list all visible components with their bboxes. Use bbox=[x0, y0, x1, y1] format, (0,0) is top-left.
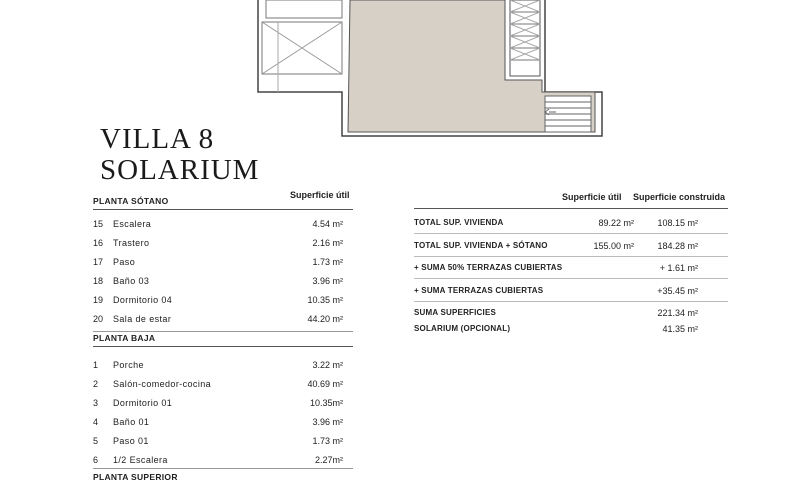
divider bbox=[414, 278, 728, 279]
room-name: Trastero bbox=[113, 238, 150, 248]
table-row bbox=[93, 257, 353, 275]
table-row bbox=[93, 219, 353, 237]
section-title: PLANTA SÓTANO bbox=[93, 196, 353, 210]
void-left bbox=[262, 0, 342, 92]
table-row bbox=[93, 398, 353, 416]
summary-label: + SUMA TERRAZAS CUBIERTAS bbox=[414, 286, 544, 295]
summary-construida: 108.15 m² bbox=[657, 218, 698, 228]
room-number: 19 bbox=[93, 295, 104, 305]
summary-construida: 221.34 m² bbox=[657, 308, 698, 318]
table-row bbox=[93, 360, 353, 378]
room-area: 2.27m² bbox=[314, 455, 343, 465]
title-line-1: VILLA 8 bbox=[100, 123, 215, 155]
room-area: 3.22 m² bbox=[312, 360, 343, 370]
summary-label: SUMA SUPERFICIES bbox=[414, 308, 497, 317]
room-number: 1 bbox=[93, 360, 99, 370]
summary-construida: 184.28 m² bbox=[657, 241, 698, 251]
stair-ladder bbox=[510, 0, 540, 76]
room-name: 1/2 Escalera bbox=[113, 455, 168, 465]
floor-plan-drawing bbox=[0, 0, 800, 140]
room-number: 3 bbox=[93, 398, 99, 408]
room-name: Paso 01 bbox=[113, 436, 149, 446]
header-superficie-util: Superficie útil bbox=[562, 192, 622, 202]
summary-row bbox=[414, 263, 728, 277]
room-number: 16 bbox=[93, 238, 104, 248]
divider bbox=[93, 331, 353, 332]
room-number: 6 bbox=[93, 455, 99, 465]
section-title: PLANTA SUPERIOR bbox=[93, 472, 178, 482]
room-name: Sala de estar bbox=[113, 314, 172, 324]
summary-row bbox=[414, 218, 728, 232]
room-name: Paso bbox=[113, 257, 136, 267]
header-superficie-construida: Superficie construida bbox=[633, 192, 726, 202]
section-title: PLANTA BAJA bbox=[93, 333, 353, 347]
divider bbox=[414, 233, 728, 234]
room-area: 44.20 m² bbox=[307, 314, 343, 324]
room-number: 2 bbox=[93, 379, 99, 389]
room-area: 40.69 m² bbox=[307, 379, 343, 389]
room-area: 2.16 m² bbox=[312, 238, 343, 248]
room-number: 4 bbox=[93, 417, 99, 427]
summary-row bbox=[414, 286, 728, 300]
summary-construida: + 1.61 m² bbox=[659, 263, 698, 273]
summary-row bbox=[414, 324, 728, 338]
room-name: Escalera bbox=[113, 219, 152, 229]
table-row bbox=[93, 295, 353, 313]
divider bbox=[414, 208, 728, 209]
summary-construida: +35.45 m² bbox=[657, 286, 698, 296]
title-line-2: SOLARIUM bbox=[100, 154, 260, 186]
divider bbox=[414, 256, 728, 257]
table-row bbox=[93, 417, 353, 435]
room-name: Salón-comedor-cocina bbox=[113, 379, 212, 389]
room-area: 3.96 m² bbox=[312, 276, 343, 286]
room-area: 4.54 m² bbox=[312, 219, 343, 229]
room-name: Dormitorio 04 bbox=[113, 295, 173, 305]
summary-label: SOLARIUM (OPCIONAL) bbox=[414, 324, 511, 333]
table-row bbox=[93, 314, 353, 332]
summary-row bbox=[414, 308, 728, 322]
room-number: 5 bbox=[93, 436, 99, 446]
header-superficie-util-left: Superficie útil bbox=[290, 190, 350, 200]
divider bbox=[93, 468, 353, 469]
page-title bbox=[100, 124, 259, 186]
section-planta-sotano bbox=[93, 196, 353, 210]
summary-row bbox=[414, 241, 728, 255]
table-row bbox=[93, 379, 353, 397]
room-area: 10.35 m² bbox=[307, 295, 343, 305]
table-row bbox=[93, 276, 353, 294]
table-row bbox=[93, 238, 353, 256]
room-area: 3.96 m² bbox=[312, 417, 343, 427]
room-number: 20 bbox=[93, 314, 104, 324]
summary-util: 155.00 m² bbox=[593, 241, 634, 251]
table-row bbox=[93, 455, 353, 473]
room-number: 15 bbox=[93, 219, 104, 229]
summary-label: + SUMA 50% TERRAZAS CUBIERTAS bbox=[414, 263, 563, 272]
section-planta-superior bbox=[93, 472, 353, 485]
summary-util: 89.22 m² bbox=[598, 218, 634, 228]
room-area: 1.73 m² bbox=[312, 257, 343, 267]
room-number: 18 bbox=[93, 276, 104, 286]
section-planta-baja bbox=[93, 333, 353, 347]
room-name: Baño 01 bbox=[113, 417, 150, 427]
room-area: 10.35m² bbox=[309, 398, 343, 408]
summary-label: TOTAL SUP. VIVIENDA + SÓTANO bbox=[414, 241, 548, 250]
room-area: 1.73 m² bbox=[312, 436, 343, 446]
table-row bbox=[93, 436, 353, 454]
room-number: 17 bbox=[93, 257, 104, 267]
room-name: Baño 03 bbox=[113, 276, 150, 286]
divider bbox=[414, 301, 728, 302]
summary-construida: 41.35 m² bbox=[662, 324, 698, 334]
stairs-steps bbox=[545, 96, 591, 132]
summary-label: TOTAL SUP. VIVIENDA bbox=[414, 218, 504, 227]
room-name: Porche bbox=[113, 360, 144, 370]
room-name: Dormitorio 01 bbox=[113, 398, 173, 408]
